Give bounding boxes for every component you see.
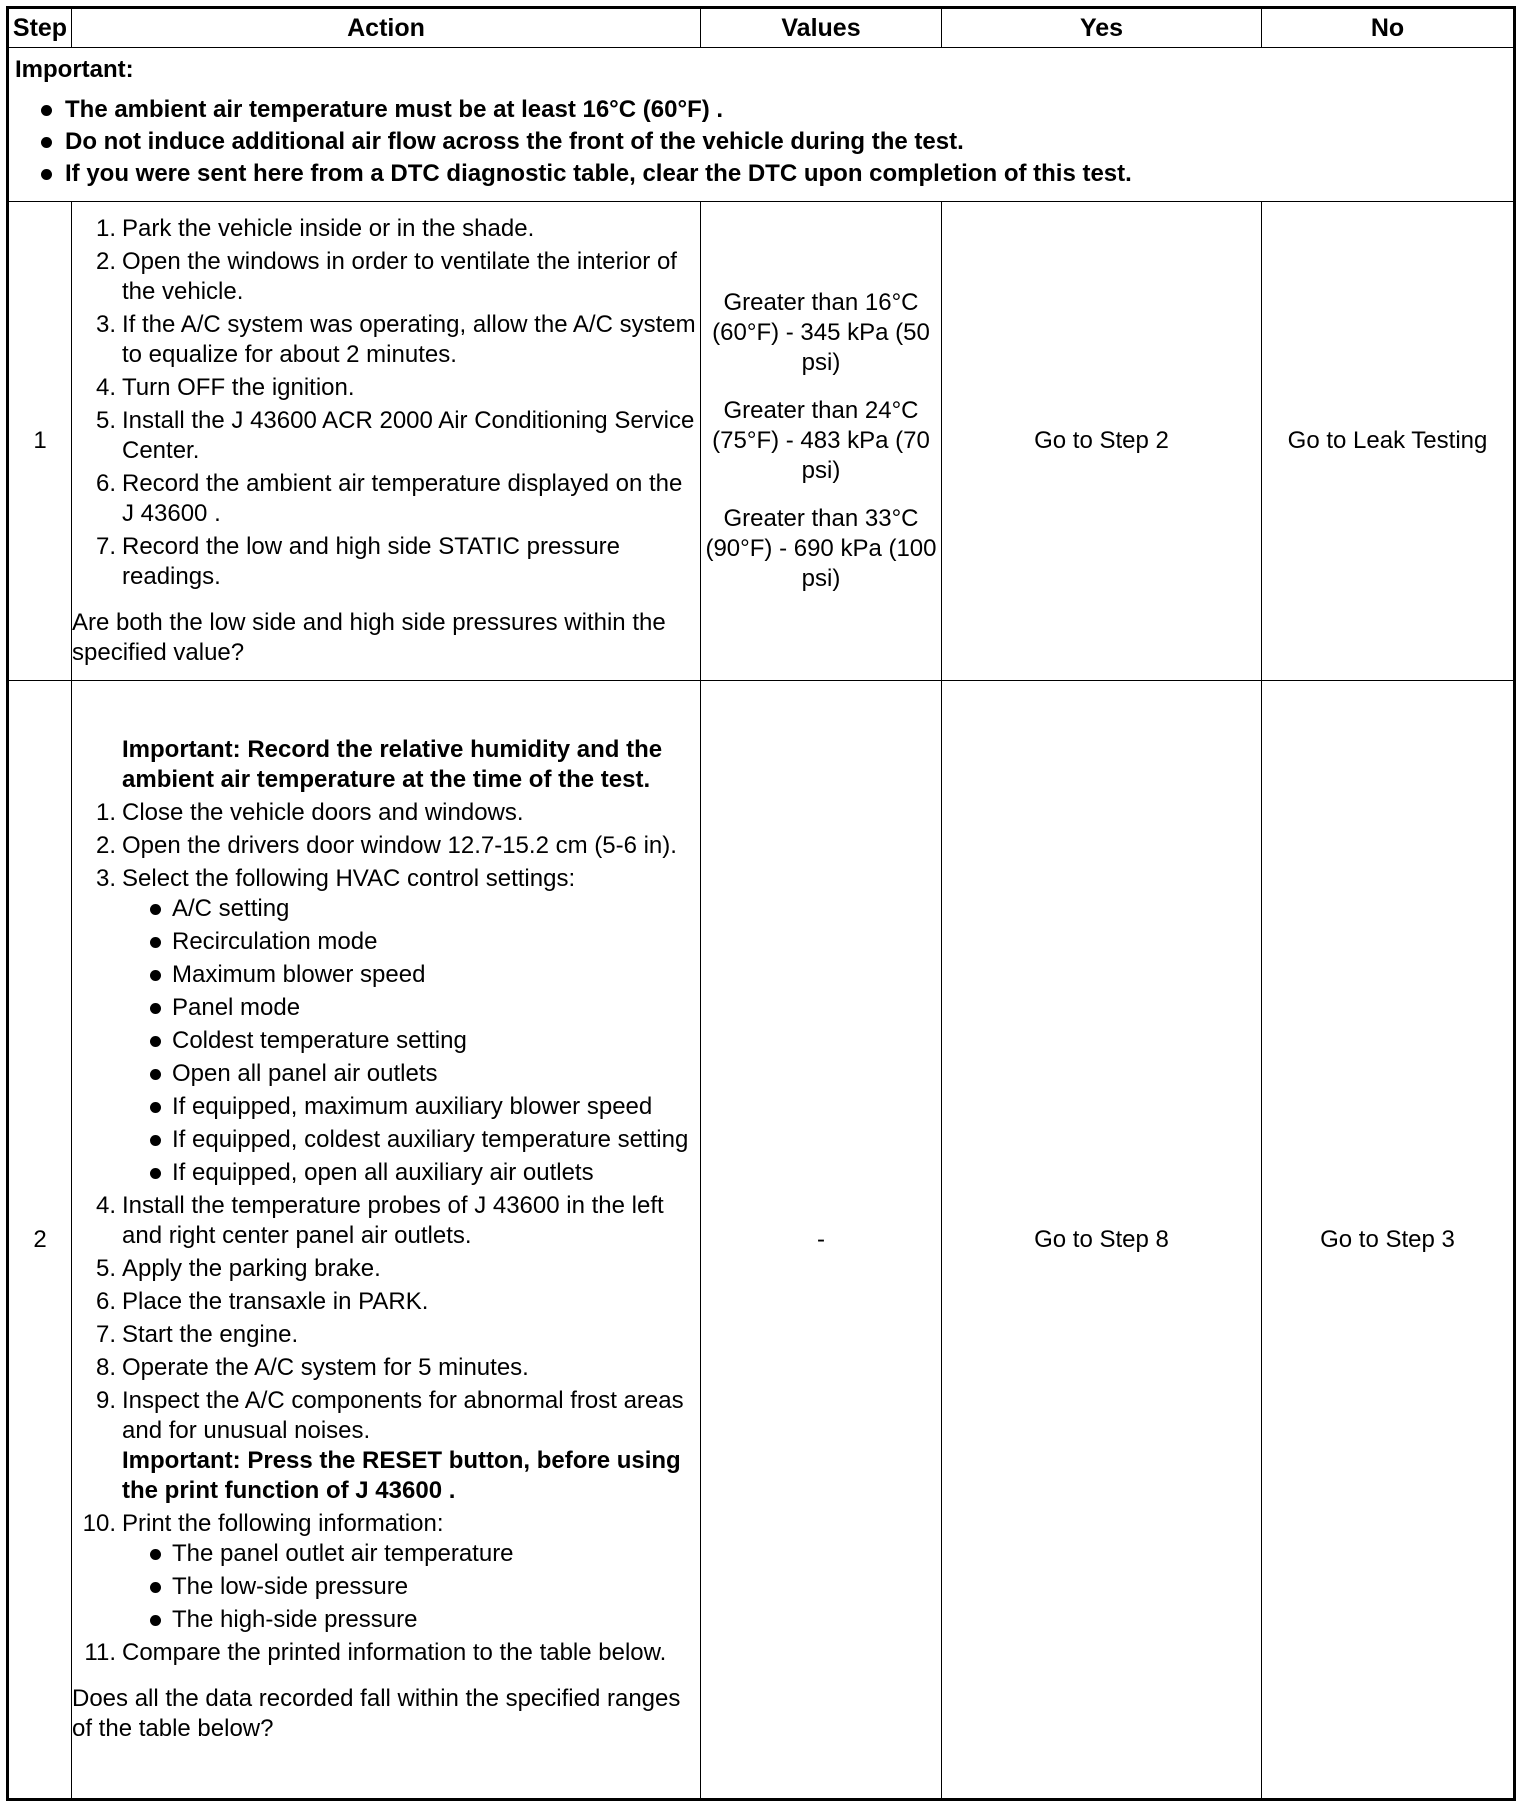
hvac-setting-text: A/C setting xyxy=(172,895,290,922)
action-item: 4. Turn OFF the ignition. xyxy=(95,374,355,401)
action-list xyxy=(72,214,700,592)
action-text: Operate the A/C system for 5 minutes. xyxy=(122,1354,529,1381)
bullet-icon xyxy=(150,904,161,915)
bullet-icon xyxy=(150,1003,161,1014)
bullet-icon xyxy=(150,937,161,948)
header-step: Step xyxy=(8,8,72,48)
action-item: 2. Open the drivers door window 12.7-15.2 cm (5-6 in). xyxy=(95,832,677,859)
action-text: Park the vehicle inside or in the shade. xyxy=(122,215,535,242)
action-item: 11. Compare the printed information to the table below. xyxy=(84,1639,667,1666)
hvac-setting xyxy=(122,960,700,990)
step-action xyxy=(72,681,701,1800)
action-item: 1. Close the vehicle doors and windows. xyxy=(95,799,524,826)
diagnostic-table xyxy=(6,6,1516,1801)
important-note: Important: Record the relative humidity and the ambient air temperature at the time of the test. xyxy=(122,736,663,793)
action-item: 9. Inspect the A/C components for abnormal frost areas and for unusual noises. Important: Press the RESET button, before using the print function of J 43600 . xyxy=(72,1386,700,1506)
action-text: Compare the printed information to the table below. xyxy=(122,1639,667,1666)
action-text: Install the temperature probes of J 43600 in the left and right center panel air outlets. xyxy=(122,1192,664,1249)
bullet-icon xyxy=(150,1102,161,1113)
value-threshold: Greater than 33°C (90°F) - 690 kPa (100 psi) xyxy=(705,505,937,592)
action-text: If the A/C system was operating, allow the A/C system to equalize for about 2 minutes. xyxy=(122,311,696,368)
bullet-icon xyxy=(150,1549,161,1560)
action-item: 7. Record the low and high side STATIC pressure readings. xyxy=(95,533,621,590)
action-text: Select the following HVAC control settings: xyxy=(122,865,576,892)
hvac-setting-text: Maximum blower speed xyxy=(172,961,426,988)
important-item-text: If you were sent here from a DTC diagnostic table, clear the DTC upon completion of this test. xyxy=(65,160,1132,187)
value-threshold: Greater than 24°C (75°F) - 483 kPa (70 psi) xyxy=(712,397,930,484)
action-text: Start the engine. xyxy=(122,1321,299,1348)
step-no-link[interactable]: Go to Step 3 xyxy=(1262,681,1515,1800)
important-notes xyxy=(8,48,1515,202)
important-item-text: The ambient air temperature must be at least 16°C (60°F) . xyxy=(65,96,724,123)
hvac-setting xyxy=(122,1092,700,1122)
hvac-setting xyxy=(122,1158,700,1188)
step-row-2 xyxy=(8,681,1515,1800)
action-item: 4. Install the temperature probes of J 43600 in the left and right center panel air outlets. xyxy=(95,1192,664,1249)
action-text: Record the low and high side STATIC pressure readings. xyxy=(122,533,621,590)
step-question: Does all the data recorded fall within the specified ranges of the table below? xyxy=(72,1685,681,1742)
action-item: 3. If the A/C system was operating, allow the A/C system to equalize for about 2 minutes. xyxy=(95,311,696,368)
action-item: 2. Open the windows in order to ventilate the interior of the vehicle. xyxy=(95,248,677,305)
step-values xyxy=(701,202,942,681)
header-no: No xyxy=(1262,8,1515,48)
action-item: 5. Install the J 43600 ACR 2000 Air Conditioning Service Center. xyxy=(95,407,695,464)
action-item: 8. Operate the A/C system for 5 minutes. xyxy=(95,1354,529,1381)
action-text: Place the transaxle in PARK. xyxy=(122,1288,429,1315)
important-item xyxy=(15,127,1509,157)
important-note: Important: Press the RESET button, before using the print function of J 43600 . xyxy=(122,1447,681,1504)
header-action: Action xyxy=(72,8,701,48)
bullet-icon xyxy=(41,137,52,148)
step-no-link[interactable]: Go to Leak Testing xyxy=(1262,202,1515,681)
diagnostic-table-page xyxy=(6,6,1513,1801)
hvac-setting-text: Panel mode xyxy=(172,994,301,1021)
action-item: 7. Start the engine. xyxy=(95,1321,299,1348)
important-item-text: Do not induce additional air flow across the front of the vehicle during the test. xyxy=(65,128,964,155)
step-number: 2 xyxy=(8,681,72,1800)
hvac-setting xyxy=(122,1059,700,1089)
step-yes-link[interactable]: Go to Step 8 xyxy=(942,681,1262,1800)
hvac-setting xyxy=(122,894,700,924)
hvac-setting xyxy=(122,1125,700,1155)
hvac-setting-text: Open all panel air outlets xyxy=(172,1060,438,1087)
print-item xyxy=(122,1539,700,1569)
step-action xyxy=(72,202,701,681)
bullet-icon xyxy=(150,1135,161,1146)
hvac-setting-text: Coldest temperature setting xyxy=(172,1027,467,1054)
action-text: Close the vehicle doors and windows. xyxy=(122,799,524,826)
action-text: Install the J 43600 ACR 2000 Air Conditioning Service Center. xyxy=(122,407,695,464)
hvac-setting-text: If equipped, coldest auxiliary temperature setting xyxy=(172,1126,689,1153)
important-item xyxy=(15,95,1509,125)
important-notes-row xyxy=(8,48,1515,202)
bullet-icon xyxy=(150,1069,161,1080)
bullet-icon xyxy=(150,1168,161,1179)
hvac-setting xyxy=(122,927,700,957)
action-text: Open the windows in order to ventilate the interior of the vehicle. xyxy=(122,248,677,305)
action-item: 3. Select the following HVAC control settings: A/C setting Recirculation mode Maximum blower speed Panel mode Coldest temperature setting Open all panel air outlets If equipped, maximum auxiliary blower speed If equipped, coldest auxiliary temperature setting If equipped, open all auxiliary air outlets xyxy=(72,864,700,1188)
action-text: Apply the parking brake. xyxy=(122,1255,381,1282)
action-text: Inspect the A/C components for abnormal frost areas and for unusual noises. xyxy=(122,1387,684,1444)
header-values: Values xyxy=(701,8,942,48)
bullet-icon xyxy=(150,1036,161,1047)
bullet-icon xyxy=(41,169,52,180)
step-question: Are both the low side and high side pressures within the specified value? xyxy=(72,609,666,666)
important-heading: Important: xyxy=(15,56,134,83)
bullet-icon xyxy=(150,970,161,981)
hvac-setting-text: If equipped, maximum auxiliary blower speed xyxy=(172,1093,653,1120)
step-values: - xyxy=(701,681,942,1800)
action-item: 6. Record the ambient air temperature displayed on the J 43600 . xyxy=(95,470,683,527)
hvac-settings-list xyxy=(122,894,700,1188)
print-item xyxy=(122,1605,700,1635)
step-number: 1 xyxy=(8,202,72,681)
print-item-text: The panel outlet air temperature xyxy=(172,1540,514,1567)
step-yes-link[interactable]: Go to Step 2 xyxy=(942,202,1262,681)
header-row xyxy=(8,8,1515,48)
important-list xyxy=(15,95,1509,189)
action-item: 10. Print the following information: The panel outlet air temperature The low-side pressure The high-side pressure xyxy=(72,1509,700,1635)
step-row-1 xyxy=(8,202,1515,681)
important-item xyxy=(15,159,1509,189)
action-text: Open the drivers door window 12.7-15.2 cm (5-6 in). xyxy=(122,832,677,859)
bullet-icon xyxy=(150,1582,161,1593)
action-list xyxy=(72,798,700,1668)
action-item: 6. Place the transaxle in PARK. xyxy=(95,1288,429,1315)
header-yes: Yes xyxy=(942,8,1262,48)
print-item-text: The low-side pressure xyxy=(172,1573,409,1600)
action-text: Record the ambient air temperature displayed on the J 43600 . xyxy=(122,470,683,527)
hvac-setting xyxy=(122,993,700,1023)
action-text: Print the following information: xyxy=(122,1510,444,1537)
hvac-setting-text: If equipped, open all auxiliary air outlets xyxy=(172,1159,594,1186)
hvac-setting xyxy=(122,1026,700,1056)
print-items-list xyxy=(122,1539,700,1635)
bullet-icon xyxy=(150,1615,161,1626)
value-threshold: Greater than 16°C (60°F) - 345 kPa (50 psi) xyxy=(712,289,930,376)
action-item: 1. Park the vehicle inside or in the shade. xyxy=(95,215,535,242)
print-item-text: The high-side pressure xyxy=(172,1606,418,1633)
action-item: 5. Apply the parking brake. xyxy=(95,1255,381,1282)
hvac-setting-text: Recirculation mode xyxy=(172,928,378,955)
print-item xyxy=(122,1572,700,1602)
action-text: Turn OFF the ignition. xyxy=(122,374,355,401)
bullet-icon xyxy=(41,105,52,116)
